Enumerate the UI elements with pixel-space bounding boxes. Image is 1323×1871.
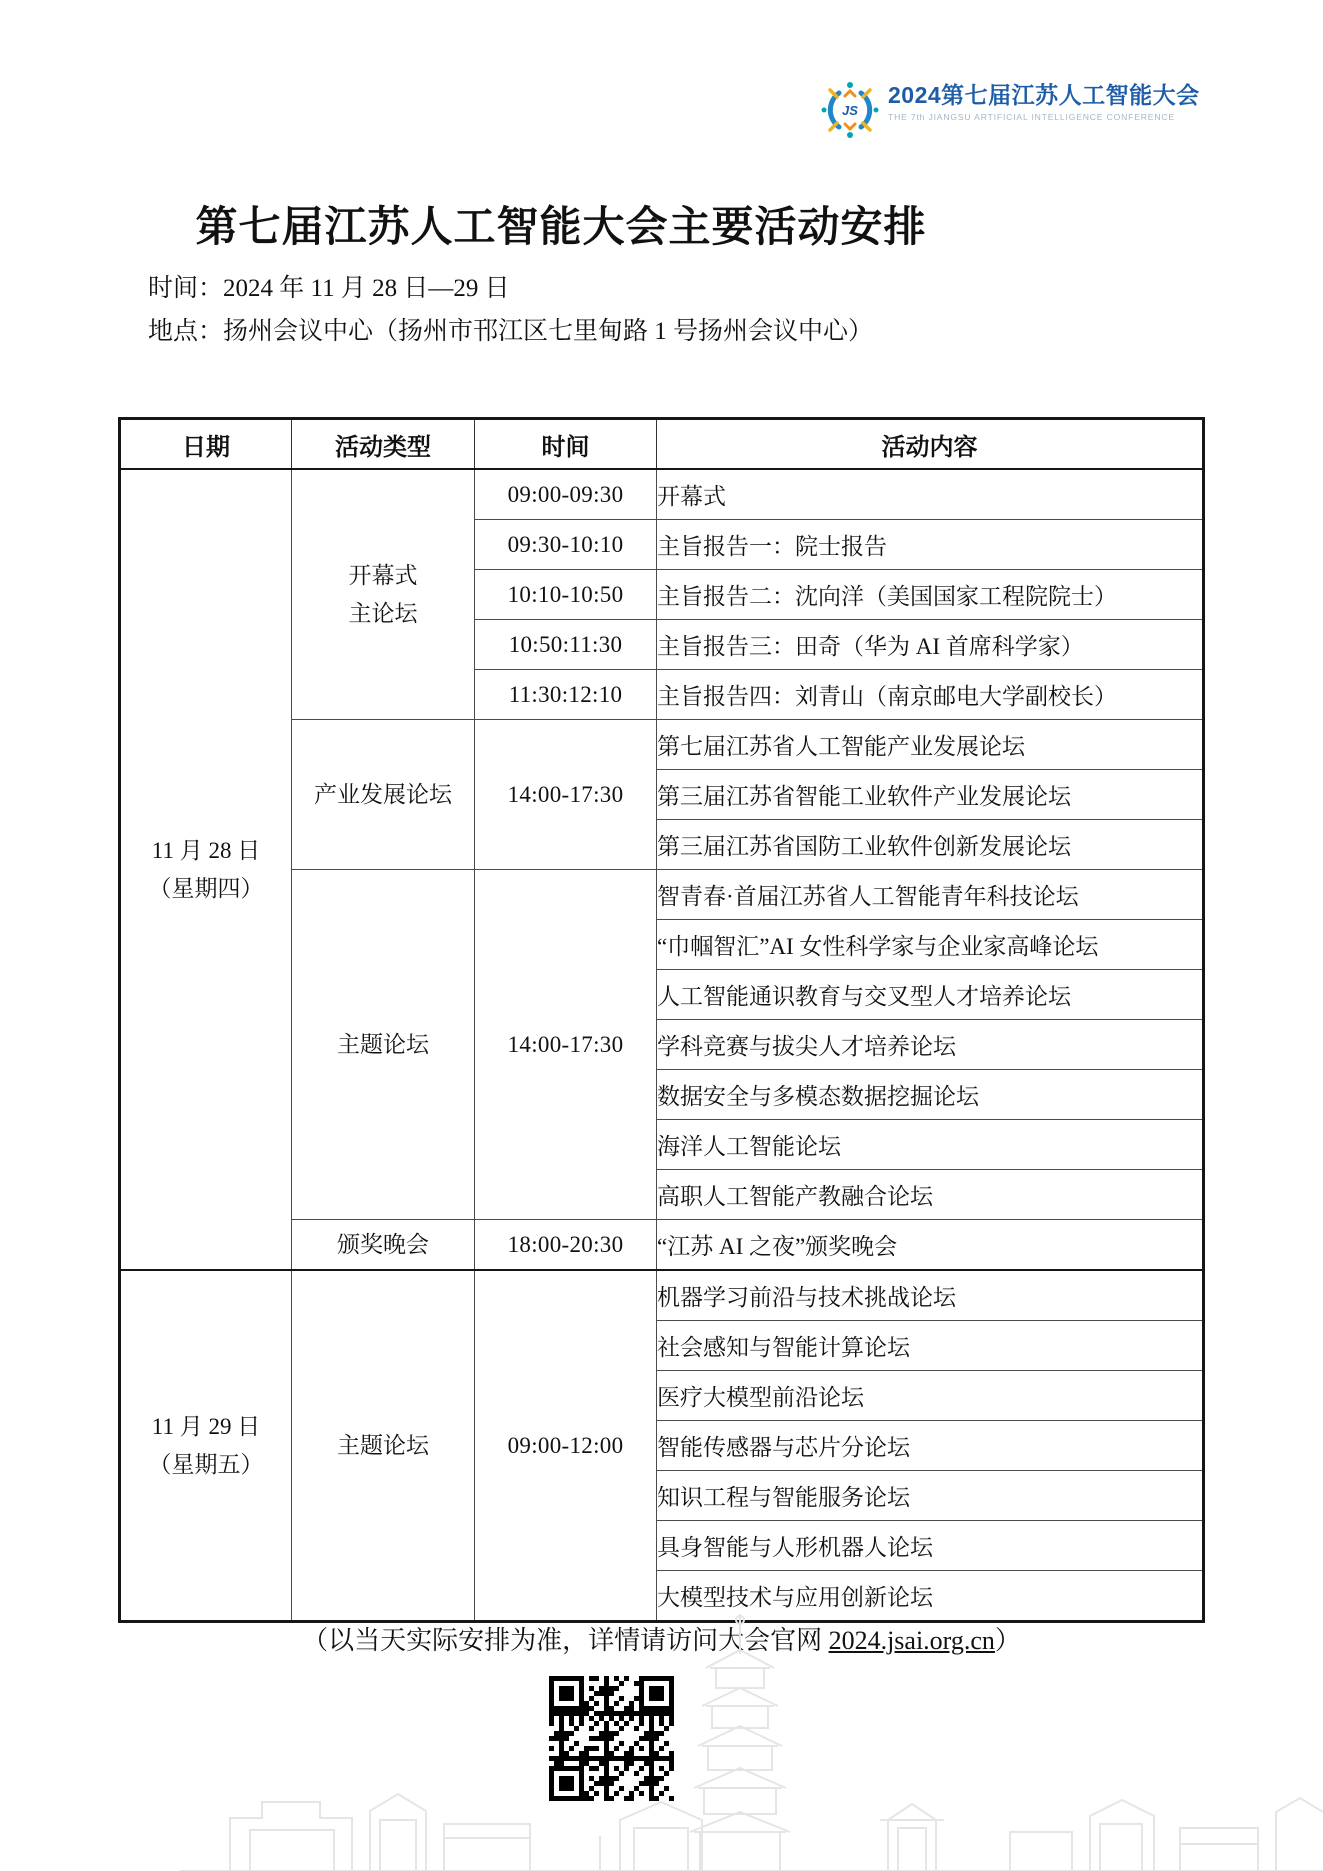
time-cell: 18:00-20:30 xyxy=(475,1220,657,1271)
page-title: 第七届江苏人工智能大会主要活动安排 xyxy=(195,205,927,251)
activity-content-cell: 人工智能通识教育与交叉型人才培养论坛 xyxy=(657,970,1204,1020)
meta-time: 时间：2024 年 11 月 28 日—29 日 xyxy=(148,275,510,302)
activity-content-cell: 具身智能与人形机器人论坛 xyxy=(657,1521,1204,1571)
activity-content-cell: 主旨报告三：田奇（华为 AI 首席科学家） xyxy=(657,620,1204,670)
activity-type-cell: 开幕式 主论坛 xyxy=(292,469,475,720)
time-cell: 14:00-17:30 xyxy=(475,720,657,870)
activity-content-cell: 医疗大模型前沿论坛 xyxy=(657,1371,1204,1421)
activity-content-cell: 第三届江苏省国防工业软件创新发展论坛 xyxy=(657,820,1204,870)
footer-note-suffix: ） xyxy=(994,1626,1021,1655)
activity-content-cell: 开幕式 xyxy=(657,469,1204,520)
schedule-table-head xyxy=(120,419,1204,470)
activity-content-cell: 智青春·首届江苏省人工智能青年科技论坛 xyxy=(657,870,1204,920)
activity-content-cell: 主旨报告二：沈向洋（美国国家工程院院士） xyxy=(657,570,1204,620)
activity-content-cell: 数据安全与多模态数据挖掘论坛 xyxy=(657,1070,1204,1120)
date-cell: 11 月 28 日 （星期四） xyxy=(120,469,292,1270)
activity-content-cell: 第三届江苏省智能工业软件产业发展论坛 xyxy=(657,770,1204,820)
time-cell: 10:50:11:30 xyxy=(475,620,657,670)
time-cell: 10:10-10:50 xyxy=(475,570,657,620)
activity-content-cell: 海洋人工智能论坛 xyxy=(657,1120,1204,1170)
column-header: 日期 xyxy=(120,419,292,470)
activity-content-cell: 智能传感器与芯片分论坛 xyxy=(657,1421,1204,1471)
activity-type-cell: 颁奖晚会 xyxy=(292,1220,475,1271)
time-cell: 09:30-10:10 xyxy=(475,520,657,570)
time-cell: 09:00-09:30 xyxy=(475,469,657,520)
footer-note xyxy=(0,1620,1323,1657)
schedule-row xyxy=(120,1270,1204,1321)
activity-content-cell: 高职人工智能产教融合论坛 xyxy=(657,1170,1204,1220)
activity-content-cell: “江苏 AI 之夜”颁奖晚会 xyxy=(657,1220,1204,1271)
activity-content-cell: 知识工程与智能服务论坛 xyxy=(657,1471,1204,1521)
activity-type-cell: 主题论坛 xyxy=(292,1270,475,1622)
activity-content-cell: 学科竞赛与拔尖人才培养论坛 xyxy=(657,1020,1204,1070)
time-cell: 09:00-12:00 xyxy=(475,1270,657,1622)
activity-content-cell: 主旨报告四：刘青山（南京邮电大学副校长） xyxy=(657,670,1204,720)
activity-type-cell: 主题论坛 xyxy=(292,870,475,1220)
conference-website-link[interactable]: 2024.jsai.org.cn xyxy=(828,1626,995,1655)
schedule-row xyxy=(120,469,1204,520)
date-cell: 11 月 29 日 （星期五） xyxy=(120,1270,292,1622)
conference-starburst-js-icon xyxy=(820,80,880,140)
activity-type-cell: 产业发展论坛 xyxy=(292,720,475,870)
schedule-table-body xyxy=(120,469,1204,1622)
column-header: 时间 xyxy=(475,419,657,470)
time-cell: 14:00-17:30 xyxy=(475,870,657,1220)
logo-title: 2024第七届江苏人工智能大会 xyxy=(888,82,1200,108)
activity-content-cell: “巾帼智汇”AI 女性科学家与企业家高峰论坛 xyxy=(657,920,1204,970)
activity-content-cell: 机器学习前沿与技术挑战论坛 xyxy=(657,1270,1204,1321)
footer-note-prefix: （以当天实际安排为准，详情请访问大会官网 xyxy=(302,1626,829,1655)
column-header: 活动类型 xyxy=(292,419,475,470)
activity-content-cell: 社会感知与智能计算论坛 xyxy=(657,1321,1204,1371)
schedule-table xyxy=(118,417,1205,1623)
time-cell: 11:30:12:10 xyxy=(475,670,657,720)
logo-subtitle: THE 7th JIANGSU ARTIFICIAL INTELLIGENCE CONFERENCE xyxy=(888,112,1175,122)
activity-content-cell: 大模型技术与应用创新论坛 xyxy=(657,1571,1204,1622)
column-header: 活动内容 xyxy=(657,419,1204,470)
qr-code xyxy=(549,1676,674,1801)
svg-text:JS: JS xyxy=(842,103,858,118)
conference-logo xyxy=(820,80,1200,140)
meta-location: 地点：扬州会议中心（扬州市邗江区七里甸路 1 号扬州会议中心） xyxy=(148,318,874,345)
meta-info xyxy=(148,276,873,362)
activity-content-cell: 主旨报告一：院士报告 xyxy=(657,520,1204,570)
activity-content-cell: 第七届江苏省人工智能产业发展论坛 xyxy=(657,720,1204,770)
